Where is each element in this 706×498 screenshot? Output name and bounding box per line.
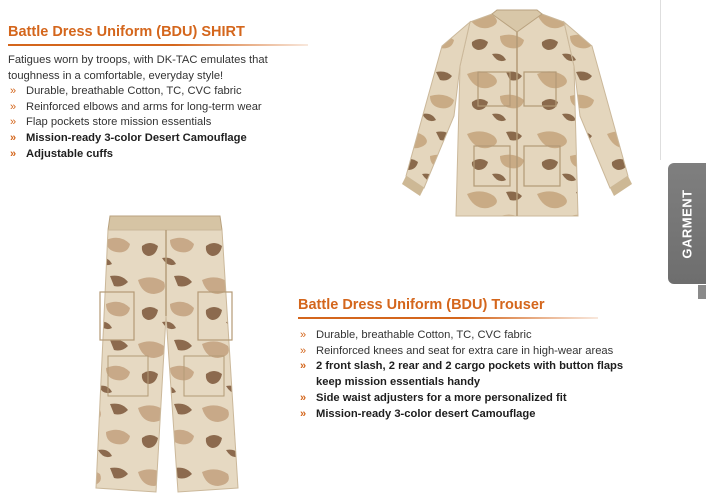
- trouser-title-underline: [298, 317, 598, 319]
- list-item: » Reinforced knees and seat for extra care in high-wear areas: [298, 344, 678, 360]
- list-item: » Adjustable cuffs: [8, 147, 338, 163]
- bullet-marker: »: [10, 132, 17, 145]
- page-margin-line: [660, 0, 661, 160]
- shirt-feature-list: [8, 84, 338, 163]
- trouser-title: Battle Dress Uniform (BDU) Trouser: [298, 297, 545, 313]
- shirt-intro: Fatigues worn by troops, with DK-TAC emulates that toughness in a comfortable, everyday style!: [8, 54, 268, 82]
- list-item: » Side waist adjusters for a more personalized fit: [298, 391, 678, 407]
- bullet-marker: »: [300, 329, 307, 341]
- bdu-trouser-image: [70, 206, 270, 496]
- bullet-marker: »: [300, 407, 307, 420]
- bullet-marker: »: [10, 100, 17, 113]
- bdu-shirt-image: [392, 6, 642, 226]
- list-item: » Mission-ready 3-color Desert Camouflage: [8, 131, 338, 147]
- bullet-marker: »: [300, 391, 307, 404]
- list-item: » Durable, breathable Cotton, TC, CVC fabric: [8, 84, 338, 100]
- shirt-title-underline: [8, 44, 308, 46]
- section-tab-stub: [698, 285, 706, 299]
- shirt-title: Battle Dress Uniform (BDU) SHIRT: [8, 24, 245, 40]
- list-item: » Mission-ready 3-color desert Camouflage: [298, 407, 678, 423]
- list-item: » Durable, breathable Cotton, TC, CVC fabric: [298, 328, 678, 344]
- list-item: » Flap pockets store mission essentials: [8, 115, 338, 131]
- bullet-marker: »: [10, 85, 17, 97]
- section-tab: [668, 163, 706, 284]
- trouser-feature-list: [298, 328, 678, 422]
- list-item: » Reinforced elbows and arms for long-term wear: [8, 100, 338, 116]
- bullet-marker: »: [300, 344, 307, 357]
- bullet-marker: »: [300, 360, 307, 373]
- section-tab-label: GARMENT: [679, 188, 695, 259]
- bullet-marker: »: [10, 116, 17, 129]
- bullet-marker: »: [10, 147, 17, 160]
- list-item: » 2 front slash, 2 rear and 2 cargo pockets with button flaps keep mission essentials handy: [300, 360, 624, 389]
